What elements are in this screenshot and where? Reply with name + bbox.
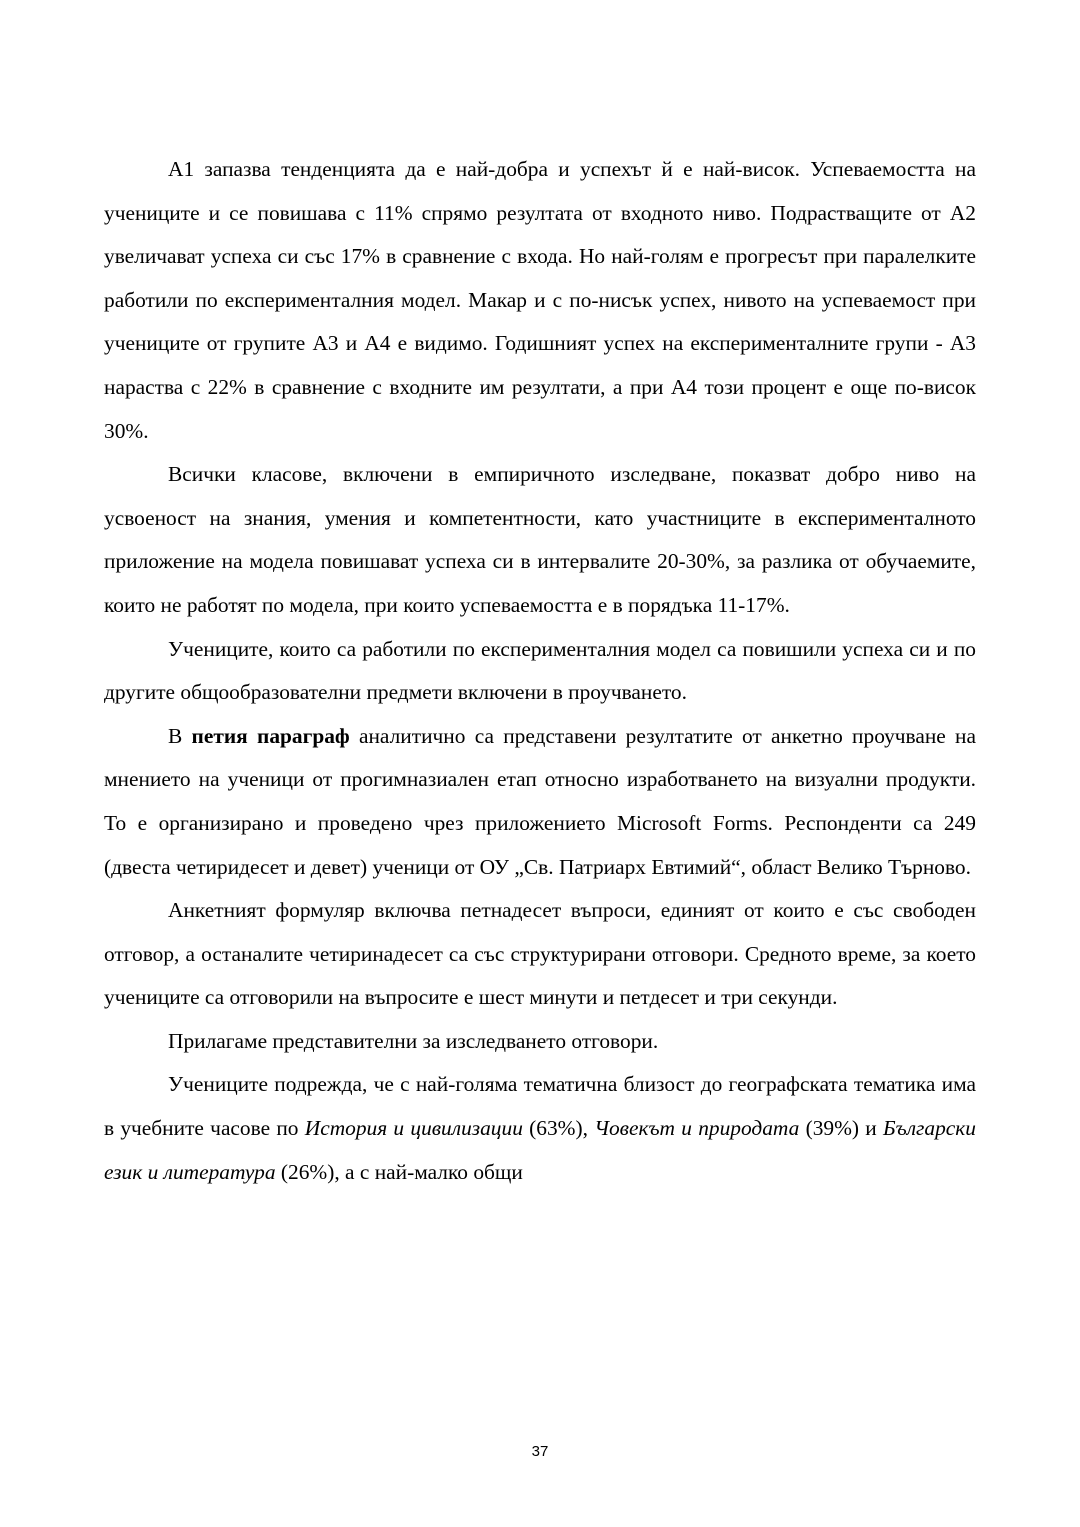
document-body: [104, 148, 976, 1194]
fifth-section-bold-term: петия параграф: [191, 723, 350, 748]
paragraph-survey-form: Анкетният формуляр включва петнадесет въпроси, единият от които е със свободен отговор, а останалите четиринадесет са със структурирани отговори. Средното време, за което учениците са отговорили на въпросите е шест минути и петдесет и три секунди.: [104, 898, 976, 1010]
subject-bulgarian-language: Български език и литература: [104, 1116, 976, 1184]
subject-proximity-mid1: (63%),: [522, 1116, 595, 1141]
fifth-section-rest: аналитично са представени резултатите от анкетно проучване на мнението на ученици от прогимназиален етап относно изработването на визуални продукти. То е организирано и проведено чрез приложението Microsoft Forms. Респонденти са 249 (двеста четиридесет и девет) ученици от ОУ „Св. Патриарх Евтимий“, област Велико Търново.: [104, 723, 976, 879]
subject-proximity-lead: Учениците подрежда, че с най-голяма тематична близост до географската тематика има в учебните часове по: [104, 1072, 976, 1141]
paragraph-representative-answers: Прилагаме представителни за изследването отговори.: [168, 1028, 659, 1053]
subject-proximity-tail: (26%), а с най-малко общи: [275, 1159, 523, 1184]
paragraph-experimental-model: Учениците, които са работили по експерименталния модел са повишили успеха си и по другите общообразователни предмети включени в проучването.: [104, 636, 976, 705]
subject-man-and-nature: Човекът и природата: [594, 1116, 800, 1141]
paragraph-a1-results: А1 запазва тенденцията да е най-добра и успехът й е най-висок. Успеваемостта на учениците и се повишава с 11% спрямо резултата от входното ниво. Подрастващите от А2 увеличават успеха си със 17% в сравнение с входа. Но най-голям е прогресът при паралелките работили по експерименталния модел. Макар и с по-нисък успех, нивото на успеваемост при учениците от групите А3 и А4 е видимо. Годишният успех на експерименталните групи - А3 нараства с 22% в сравнение с входните им резултати, а при А4 този процент е още по-висок 30%.: [104, 157, 976, 443]
page-number: 37: [531, 1443, 549, 1460]
fifth-section-lead: В: [168, 723, 192, 748]
subject-proximity-mid2: (39%) и: [799, 1116, 884, 1141]
subject-history: История и цивилизации: [304, 1116, 523, 1141]
paragraph-subject-proximity: [104, 1063, 976, 1194]
paragraph-fifth-section: [104, 715, 976, 889]
paragraph-all-classes: Всички класове, включени в емпиричното изследване, показват добро ниво на усвоеност на знания, умения и компетентности, като участниците в експерименталното приложение на модела повишават успеха си в интервалите 20-30%, за разлика от обучаемите, които не работят по модела, при които успеваемостта е в порядъка 11-17%.: [104, 462, 976, 617]
